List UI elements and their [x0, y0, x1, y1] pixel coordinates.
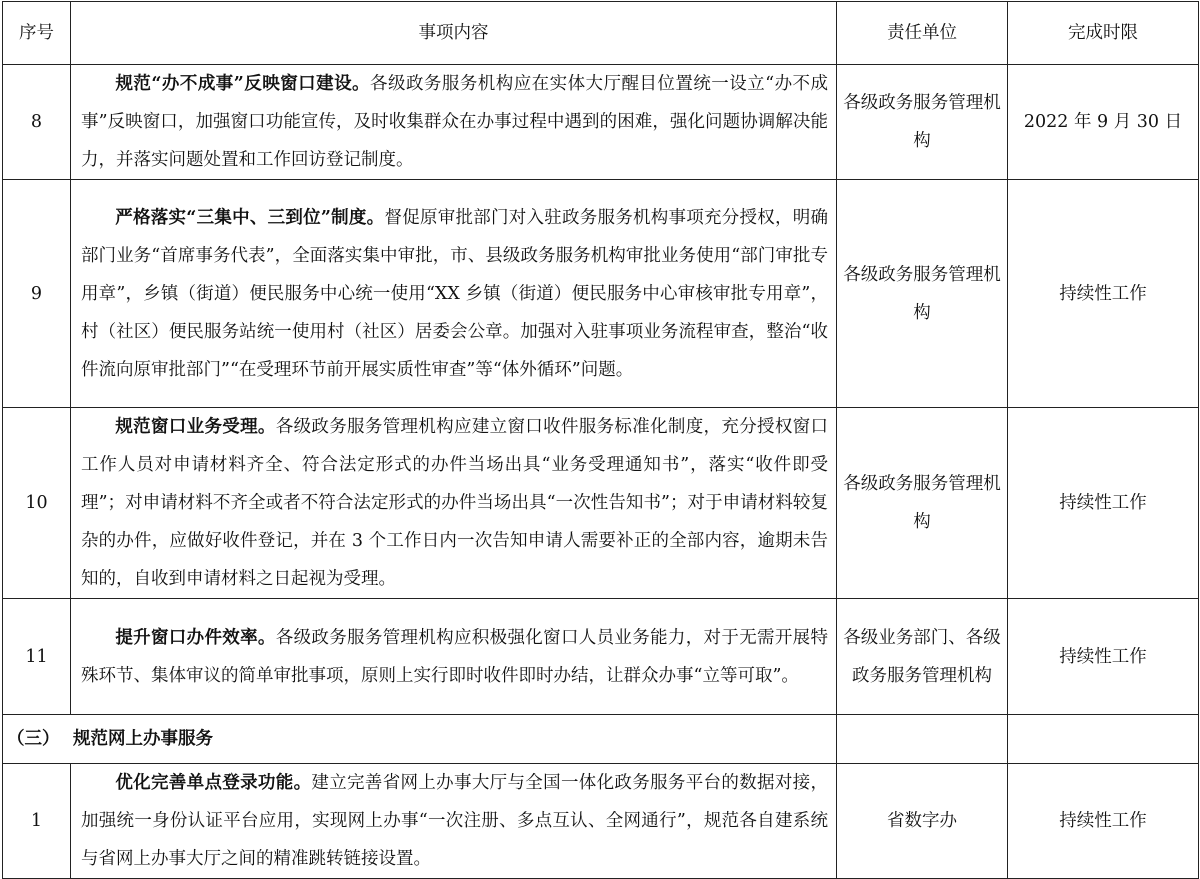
row-title: 优化完善单点登录功能。 — [115, 773, 312, 793]
section-title: 规范网上办事服务 — [73, 729, 213, 749]
row-deadline: 持续性工作 — [1008, 180, 1199, 408]
row-body: 各级政务服务管理机构应积极强化窗口人员业务能力，对于无需开展特殊环节、集体审议的简单审批事项，原则上实行即时收件即时办结，让群众办事“立等可取”。 — [81, 627, 828, 686]
header-content: 事项内容 — [71, 2, 837, 65]
table-row — [3, 599, 1199, 715]
row-deadline: 持续性工作 — [1008, 764, 1199, 879]
row-content — [71, 65, 837, 180]
header-row — [3, 2, 1199, 65]
table-row — [3, 764, 1199, 879]
row-number: 1 — [3, 764, 71, 879]
section-number: （三） — [7, 729, 60, 749]
row-deadline: 2022 年 9 月 30 日 — [1008, 65, 1199, 180]
section-unit-empty — [837, 715, 1008, 764]
row-content — [71, 408, 837, 599]
row-title: 提升窗口办件效率。 — [115, 627, 276, 648]
row-deadline: 持续性工作 — [1008, 408, 1199, 599]
table-row — [3, 65, 1199, 180]
row-number: 8 — [3, 65, 71, 180]
section-heading — [3, 715, 837, 764]
row-number: 9 — [3, 180, 71, 408]
section-row — [3, 715, 1199, 764]
header-unit: 责任单位 — [837, 2, 1008, 65]
row-body: 建立完善省网上办事大厅与全国一体化政务服务平台的数据对接，加强统一身份认证平台应用，实现网上办事“一次注册、多点互认、全网通行”，规范各自建系统与省网上办事大厅之间的精准跳转链接设置。 — [81, 773, 829, 869]
row-unit: 省数字办 — [837, 764, 1008, 879]
row-content — [71, 180, 837, 408]
row-unit: 各级政务服务管理机构 — [837, 408, 1008, 599]
row-title: 规范“办不成事”反映窗口建设。 — [115, 74, 371, 94]
row-title: 规范窗口业务受理。 — [115, 417, 276, 437]
row-number: 10 — [3, 408, 71, 599]
row-content — [71, 764, 837, 879]
row-unit: 各级政务服务管理机构 — [837, 65, 1008, 180]
row-body: 督促原审批部门对入驻政务服务机构事项充分授权，明确部门业务“首席事务代表”，全面落实集中审批，市、县级政务服务机构审批业务使用“部门审批专用章”，乡镇（街道）便民服务中心统一使用“XX 乡镇（街道）便民服务中心审核审批专用章”，村（社区）便民服务站统一使用村（社区）居委会公章。加强对入驻事项业务流程审查，整治“收件流向原审批部门”“在受理环节前开展实质性审查”等“体外循环”问题。 — [81, 207, 828, 380]
task-table — [2, 1, 1199, 879]
header-deadline: 完成时限 — [1008, 2, 1199, 65]
row-body: 各级政务服务管理机构应建立窗口收件服务标准化制度，充分授权窗口工作人员对申请材料齐全、符合法定形式的办件当场出具“业务受理通知书”，落实“收件即受理”；对申请材料不齐全或者不符合法定形式的办件当场出具“一次性告知书”；对于申请材料较复杂的办件，应做好收件登记，并在 3 个工作日内一次告知申请人需要补正的全部内容，逾期未告知的，自收到申请材料之日起视为受理。 — [81, 417, 828, 589]
table-row — [3, 180, 1199, 408]
row-title: 严格落实“三集中、三到位”制度。 — [115, 207, 385, 228]
row-deadline: 持续性工作 — [1008, 599, 1199, 715]
table-row — [3, 408, 1199, 599]
section-deadline-empty — [1008, 715, 1199, 764]
row-body: 各级政务服务机构应在实体大厅醒目位置统一设立“办不成事”反映窗口，加强窗口功能宣传，及时收集群众在办事过程中遇到的困难，强化问题协调解决能力，并落实问题处置和工作回访登记制度。 — [81, 74, 828, 170]
row-number: 11 — [3, 599, 71, 715]
row-unit: 各级业务部门、各级政务服务管理机构 — [837, 599, 1008, 715]
row-unit: 各级政务服务管理机构 — [837, 180, 1008, 408]
header-number: 序号 — [3, 2, 71, 65]
row-content — [71, 599, 837, 715]
